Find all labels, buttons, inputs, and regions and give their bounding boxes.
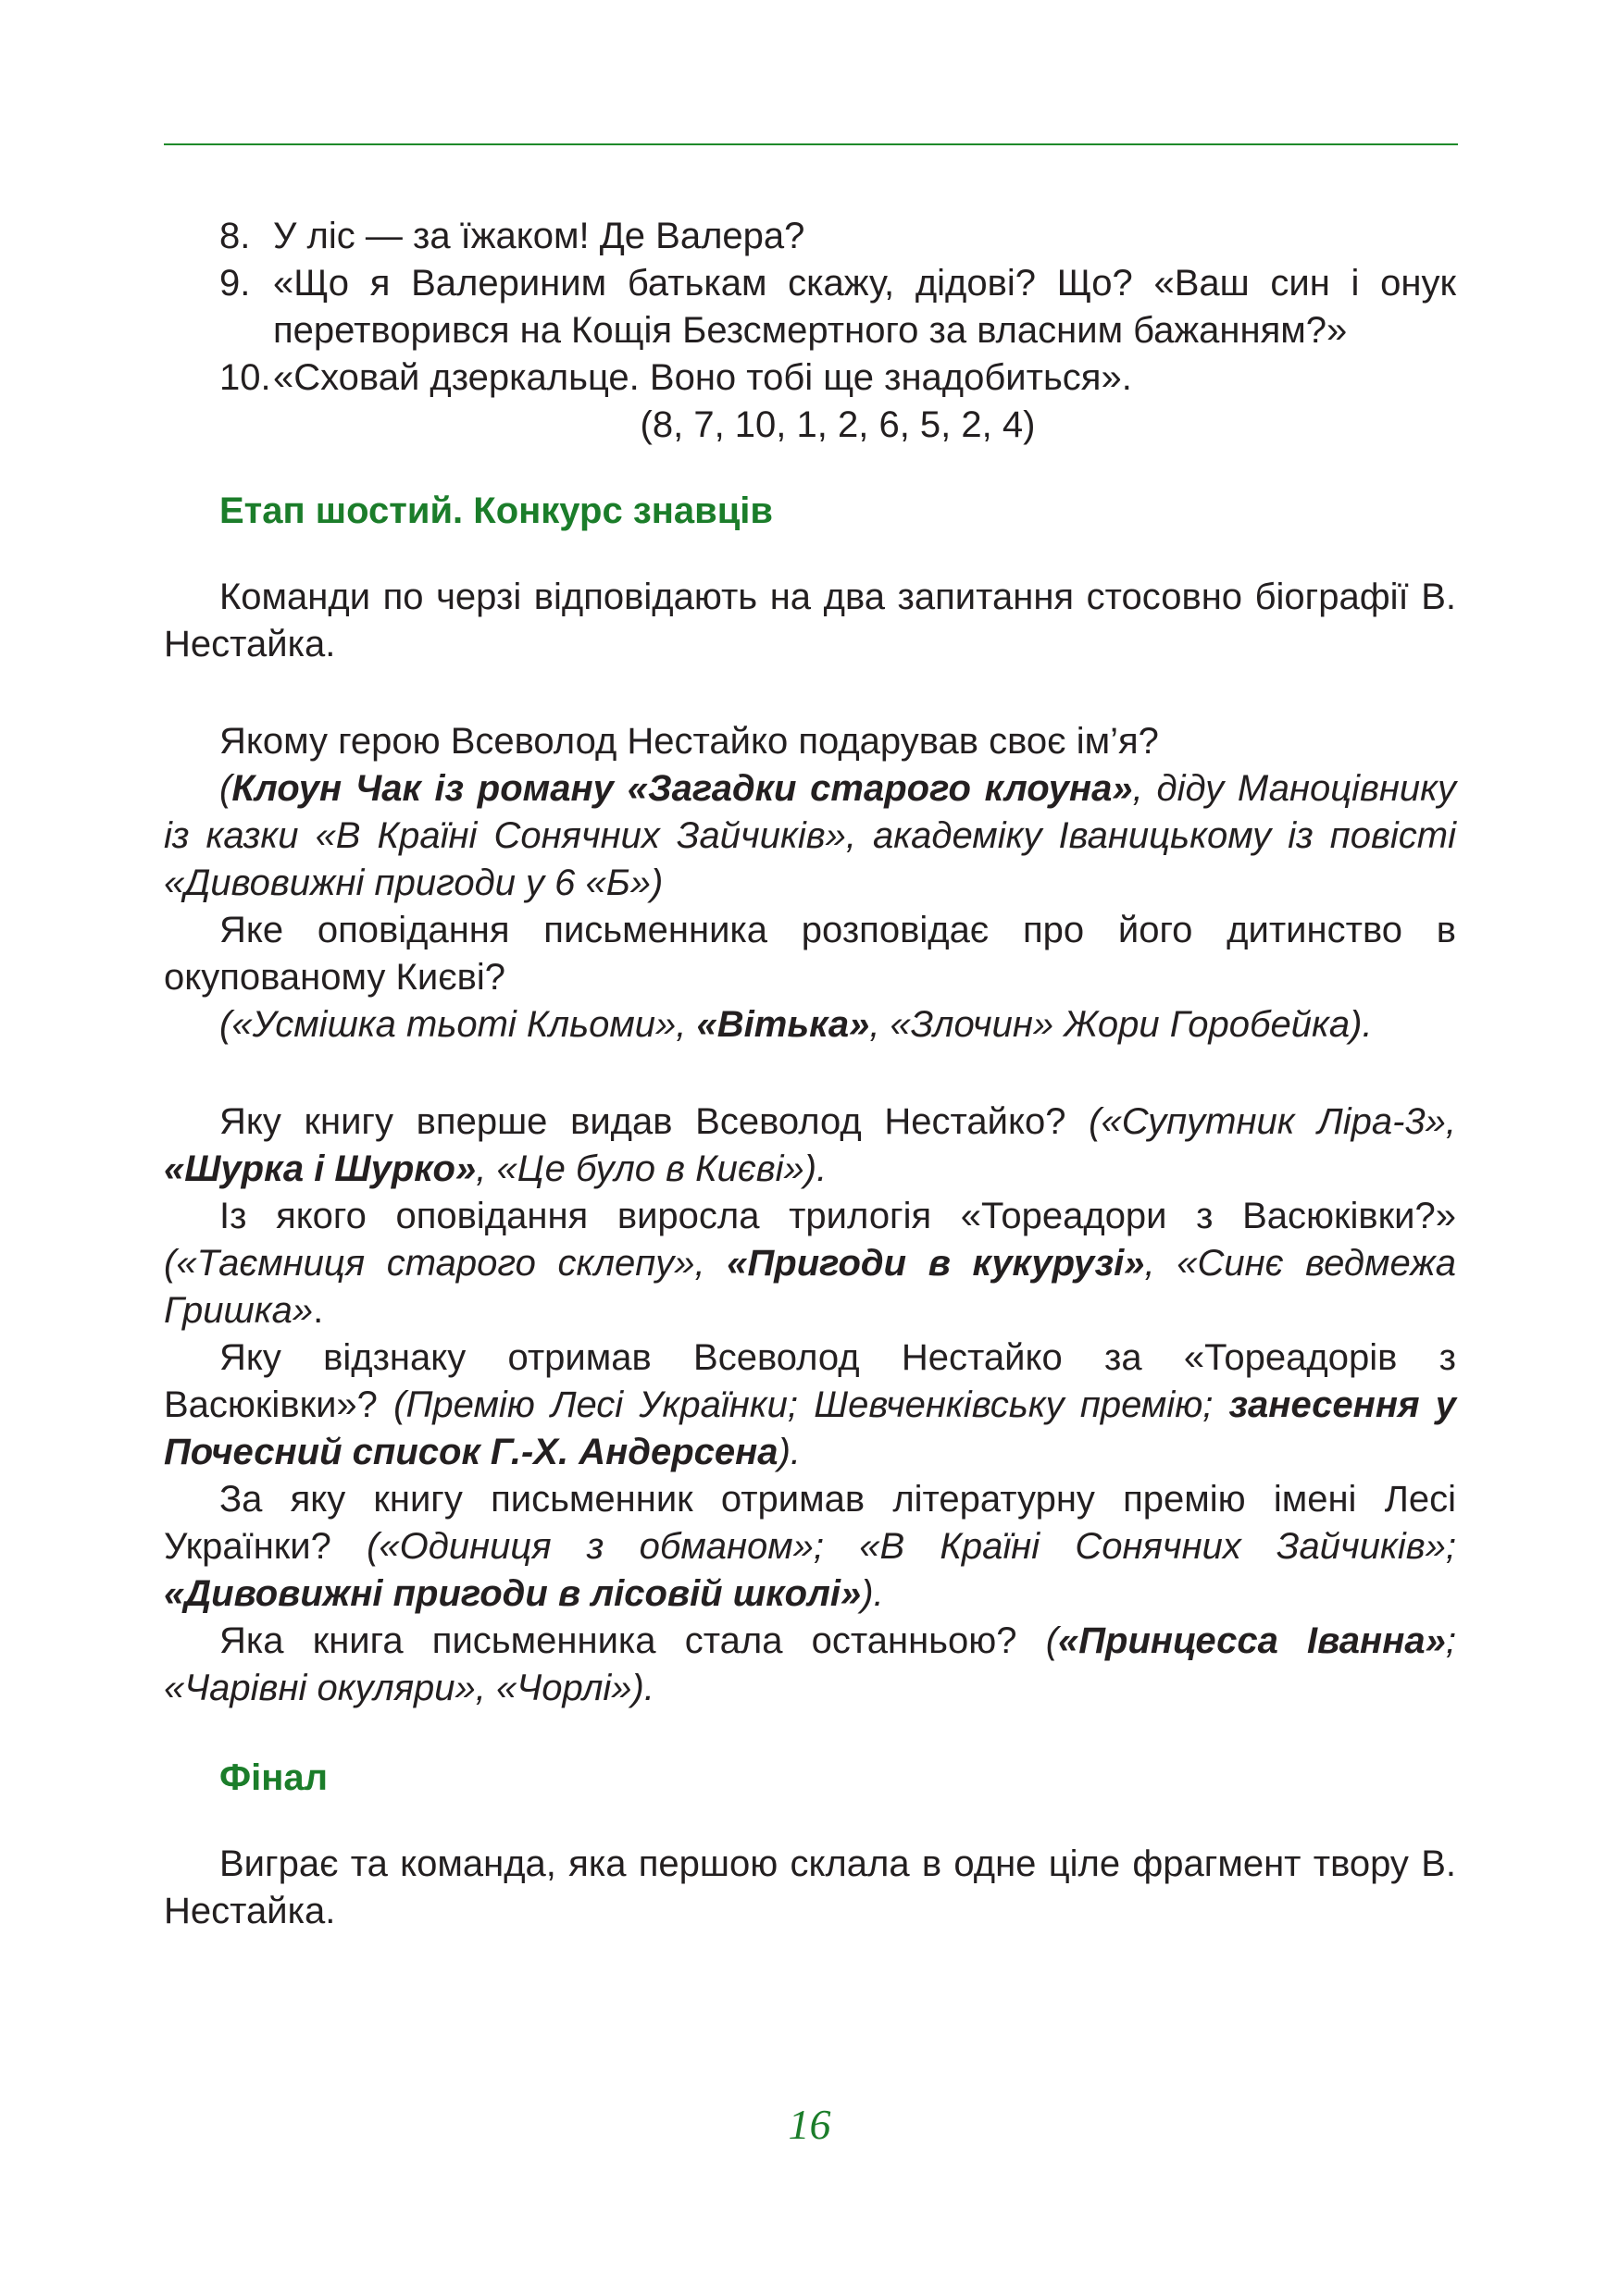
answer-post: ). [778, 1432, 801, 1472]
intro-paragraph: Команди по черзі відповідають на два запитання стосовно біографії В. Нестайка. [164, 577, 1456, 664]
list-number: 9. [219, 263, 251, 304]
answer-sequence: (8, 7, 10, 1, 2, 6, 5, 2, 4) [640, 404, 1036, 445]
answer-open: ( [219, 768, 232, 809]
list-number: 10. [219, 357, 271, 398]
question-text: Яку книгу вперше видав Всеволод Нестайко? [219, 1101, 1090, 1142]
final-paragraph: Виграє та команда, яка першою склала в одне ціле фрагмент твору В. Нестайка. [164, 1843, 1456, 1931]
answer-pre: («Одиниця з обманом»; «В Країні Сонячних Зайчиків»; [367, 1526, 1457, 1567]
answer-highlight: Клоун Чак із роману «Загадки старого клоуна» [231, 768, 1133, 809]
question-2: Яке оповідання письменника розповідає про його дитинство в окупованому Києві? [164, 910, 1456, 998]
answer-pre: (Премію Лесі Українки; Шевченківську премію; [393, 1384, 1229, 1425]
answer-highlight: занесення у Почесний список Г.-Х. Андерсена [164, 1384, 1457, 1472]
question-text: Яку відзнаку отримав Всеволод Нестайко за «Тореадорів з Васюківки»? [164, 1337, 1456, 1425]
answer-highlight: «Шурка і Шурко» [164, 1148, 477, 1189]
header-rule [164, 143, 1458, 145]
question-5 [164, 1334, 1456, 1476]
answer-post: ). [861, 1573, 884, 1614]
list-text: «Сховай дзеркальце. Воно тобі ще знадобиться». [273, 357, 1132, 398]
section-title: Етап шостий. Конкурс знавців [219, 490, 773, 531]
answer-pre: («Таємниця старого склепу», [164, 1243, 728, 1284]
answer-post: , «Це було в Києві»). [476, 1148, 828, 1189]
answer-highlight: «Дивовижні пригоди в лісовій школі» [164, 1573, 862, 1614]
answer-pre: («Супутник Ліра-3», [1089, 1101, 1456, 1142]
answer-post: , «Синє ведмежа Гришка» [164, 1243, 1457, 1331]
final-title: Фінал [219, 1757, 329, 1798]
page-content [164, 213, 1456, 1935]
answer-pre: («Усмішка тьоті Кльоми», [219, 1004, 697, 1045]
list-item [164, 260, 1456, 354]
answer-highlight: «Вітька» [696, 1004, 870, 1045]
answer-post: ; «Чарівні окуляри», «Чорлі»). [164, 1620, 1456, 1708]
answer-rest: , діду Маноцівнику із казки «В Країні Сонячних Зайчиків», академіку Іваницькому із повісті «Дивовижні пригоди у 6 «Б») [164, 768, 1456, 903]
list-item [164, 213, 1456, 260]
question-4 [164, 1193, 1456, 1334]
answer-open: ( [1045, 1620, 1059, 1661]
list-number: 8. [219, 216, 251, 256]
list-text: «Що я Валериним батькам скажу, дідові? Що? «Ваш син і онук перетворився на Кощія Безсмертного за власним бажанням?» [273, 263, 1456, 351]
answer-1 [164, 765, 1456, 907]
list-item [164, 354, 1456, 402]
question-7 [164, 1618, 1456, 1712]
answer-end: . [313, 1290, 324, 1331]
question-6 [164, 1476, 1456, 1618]
question-text: Яка книга письменника стала останньою? [219, 1620, 1046, 1661]
page-number: 16 [788, 2101, 831, 2148]
list-text: У ліс — за їжаком! Де Валера? [273, 216, 805, 256]
answer-post: , «Злочин» Жори Горобейка). [869, 1004, 1373, 1045]
question-text: Із якого оповідання виросла трилогія «Тореадори з Васюківки?» [219, 1196, 1456, 1236]
question-text: За яку книгу письменник отримав літературну премію імені Лесі Українки? [164, 1479, 1456, 1567]
answer-highlight: «Пригоди в кукурузі» [727, 1243, 1145, 1284]
answer-highlight: «Принцесса Іванна» [1058, 1620, 1446, 1661]
question-1: Якому герою Всеволод Нестайко подарував своє ім’я? [219, 721, 1159, 762]
question-3 [164, 1098, 1456, 1193]
answer-2 [164, 1001, 1456, 1049]
